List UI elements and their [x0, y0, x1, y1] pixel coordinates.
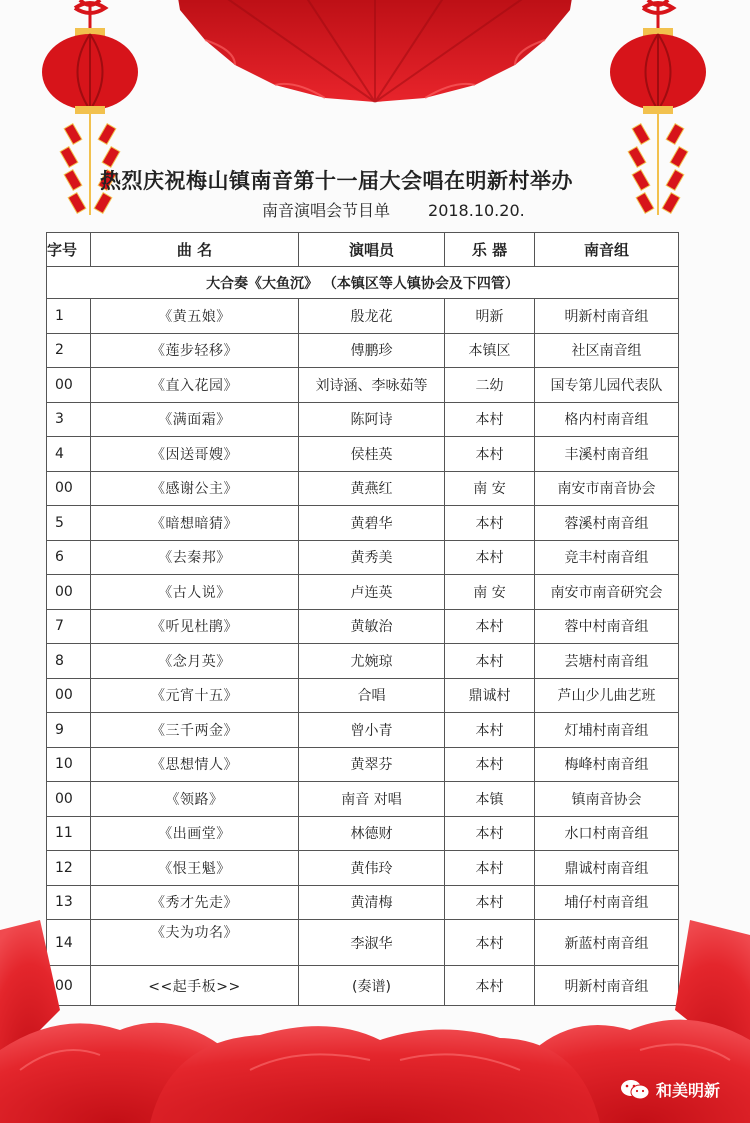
program-group: 鼎诚村南音组: [535, 851, 679, 886]
program-number: 13: [47, 885, 91, 920]
table-row: [47, 540, 679, 575]
program-instrument: 南 安: [445, 575, 535, 610]
column-header-instrument: 乐 器: [445, 233, 535, 267]
program-instrument: 本村: [445, 713, 535, 748]
program-number: 00: [47, 575, 91, 610]
program-singer: 南音 对唱: [299, 782, 445, 817]
program-instrument: 二幼: [445, 368, 535, 403]
program-singer: 黄敏治: [299, 609, 445, 644]
program-number: 6: [47, 540, 91, 575]
program-number: 10: [47, 747, 91, 782]
column-header-number: 字号: [47, 233, 91, 267]
program-instrument: 本村: [445, 816, 535, 851]
program-group: 蓉溪村南音组: [535, 506, 679, 541]
program-piece: <<起手板>>: [91, 966, 299, 1006]
program-group: 国专第儿园代表队: [535, 368, 679, 403]
watermark: [620, 1078, 720, 1101]
table-row: [47, 644, 679, 679]
program-table: [46, 232, 679, 1006]
program-number: 00: [47, 368, 91, 403]
program-piece: 《因送哥嫂》: [91, 437, 299, 472]
column-header-piece: 曲 名: [91, 233, 299, 267]
program-group: 镇南音协会: [535, 782, 679, 817]
program-singer: 合唱: [299, 678, 445, 713]
program-singer: 黄燕红: [299, 471, 445, 506]
program-number: 4: [47, 437, 91, 472]
program-number: 00: [47, 678, 91, 713]
program-group: 竞丰村南音组: [535, 540, 679, 575]
column-header-singer: 演唱员: [299, 233, 445, 267]
page-subtitle: [262, 198, 525, 221]
table-header: [47, 233, 679, 267]
lantern-icon: [598, 0, 718, 230]
program-singer: 傅鹏珍: [299, 333, 445, 368]
program-singer: 林德财: [299, 816, 445, 851]
program-group: 蓉中村南音组: [535, 609, 679, 644]
program-label: 南音演唱会节目单: [262, 201, 391, 220]
program-instrument: 本村: [445, 506, 535, 541]
program-instrument: 本村: [445, 747, 535, 782]
program-instrument: 本镇: [445, 782, 535, 817]
column-header-group: 南音组: [535, 233, 679, 267]
table-row: [47, 299, 679, 334]
program-piece: 《莲步轻移》: [91, 333, 299, 368]
program-piece: 《秀才先走》: [91, 885, 299, 920]
table-row: [47, 437, 679, 472]
program-group: 新蓝村南音组: [535, 920, 679, 966]
table-row: [47, 678, 679, 713]
table-row: [47, 368, 679, 403]
program-instrument: 本村: [445, 644, 535, 679]
program-piece: 《三千两金》: [91, 713, 299, 748]
program-group: 水口村南音组: [535, 816, 679, 851]
table-row: [47, 575, 679, 610]
program-group: 芦山少儿曲艺班: [535, 678, 679, 713]
event-date: 2018.10.20.: [428, 201, 525, 220]
program-singer: 黄碧华: [299, 506, 445, 541]
program-singer: 黄翠芬: [299, 747, 445, 782]
program-singer: 黄秀美: [299, 540, 445, 575]
program-singer: 刘诗涵、李咏茹等: [299, 368, 445, 403]
program-piece: 《夫为功名》: [91, 920, 299, 966]
program-piece: 《出画堂》: [91, 816, 299, 851]
program-piece: 《恨王魁》: [91, 851, 299, 886]
program-number: 3: [47, 402, 91, 437]
program-singer: (奏谱): [299, 966, 445, 1006]
program-number: 00: [47, 471, 91, 506]
program-group: 明新村南音组: [535, 966, 679, 1006]
program-piece: 《领路》: [91, 782, 299, 817]
special-row: [47, 267, 679, 299]
program-number: 14: [47, 920, 91, 966]
watermark-text: 和美明新: [656, 1081, 721, 1100]
program-piece: 《感谢公主》: [91, 471, 299, 506]
program-singer: 曾小青: [299, 713, 445, 748]
program-group: 明新村南音组: [535, 299, 679, 334]
program-number: 9: [47, 713, 91, 748]
program-piece: 《去秦邦》: [91, 540, 299, 575]
program-group: 格内村南音组: [535, 402, 679, 437]
program-instrument: 本村: [445, 609, 535, 644]
program-singer: 侯桂英: [299, 437, 445, 472]
table-row: [47, 747, 679, 782]
program-piece: 《黄五娘》: [91, 299, 299, 334]
wechat-icon: [620, 1079, 650, 1101]
table-row: [47, 816, 679, 851]
program-instrument: 本村: [445, 851, 535, 886]
program-singer: 黄伟玲: [299, 851, 445, 886]
program-group: 梅峰村南音组: [535, 747, 679, 782]
program-piece: 《听见杜鹃》: [91, 609, 299, 644]
program-piece: 《暗想暗猜》: [91, 506, 299, 541]
table-row: [47, 851, 679, 886]
program-instrument: 本村: [445, 885, 535, 920]
program-group: 芸塘村南音组: [535, 644, 679, 679]
ensemble-title: 大合奏《大鱼沉》 （本镇区等人镇协会及下四管）: [47, 267, 679, 299]
page-title: 热烈庆祝梅山镇南音第十一届大会唱在明新村举办: [100, 169, 573, 193]
program-instrument: 本村: [445, 437, 535, 472]
program-instrument: 本村: [445, 540, 535, 575]
table-row: [47, 506, 679, 541]
program-number: 5: [47, 506, 91, 541]
program-singer: 尤婉琼: [299, 644, 445, 679]
program-instrument: 南 安: [445, 471, 535, 506]
program-instrument: 明新: [445, 299, 535, 334]
program-singer: 李淑华: [299, 920, 445, 966]
program-singer: 黄清梅: [299, 885, 445, 920]
program-piece: 《元宵十五》: [91, 678, 299, 713]
program-instrument: 本村: [445, 920, 535, 966]
program-number: 00: [47, 966, 91, 1006]
program-piece: 《直入花园》: [91, 368, 299, 403]
table-row: [47, 609, 679, 644]
red-fan-decoration: [175, 0, 575, 110]
program-instrument: 本村: [445, 966, 535, 1006]
program-piece: 《念月英》: [91, 644, 299, 679]
program-group: 灯埔村南音组: [535, 713, 679, 748]
program-piece: 《古人说》: [91, 575, 299, 610]
table-row: [47, 713, 679, 748]
program-group: 社区南音组: [535, 333, 679, 368]
program-number: 7: [47, 609, 91, 644]
program-instrument: 本镇区: [445, 333, 535, 368]
table-row: [47, 885, 679, 920]
program-number: 1: [47, 299, 91, 334]
program-group: 丰溪村南音组: [535, 437, 679, 472]
program-instrument: 鼎诚村: [445, 678, 535, 713]
program-singer: 卢连英: [299, 575, 445, 610]
table-row: [47, 471, 679, 506]
program-singer: 陈阿诗: [299, 402, 445, 437]
program-number: 2: [47, 333, 91, 368]
table-row: [47, 402, 679, 437]
program-number: 11: [47, 816, 91, 851]
program-instrument: 本村: [445, 402, 535, 437]
program-number: 00: [47, 782, 91, 817]
lantern-icon: [30, 0, 150, 230]
program-number: 12: [47, 851, 91, 886]
program-piece: 《思想情人》: [91, 747, 299, 782]
table-row: [47, 333, 679, 368]
program-group: 南安市南音协会: [535, 471, 679, 506]
program-group: 南安市南音研究会: [535, 575, 679, 610]
program-group: 埔仔村南音组: [535, 885, 679, 920]
table-row: [47, 782, 679, 817]
program-singer: 殷龙花: [299, 299, 445, 334]
program-number: 8: [47, 644, 91, 679]
program-piece: 《满面霜》: [91, 402, 299, 437]
